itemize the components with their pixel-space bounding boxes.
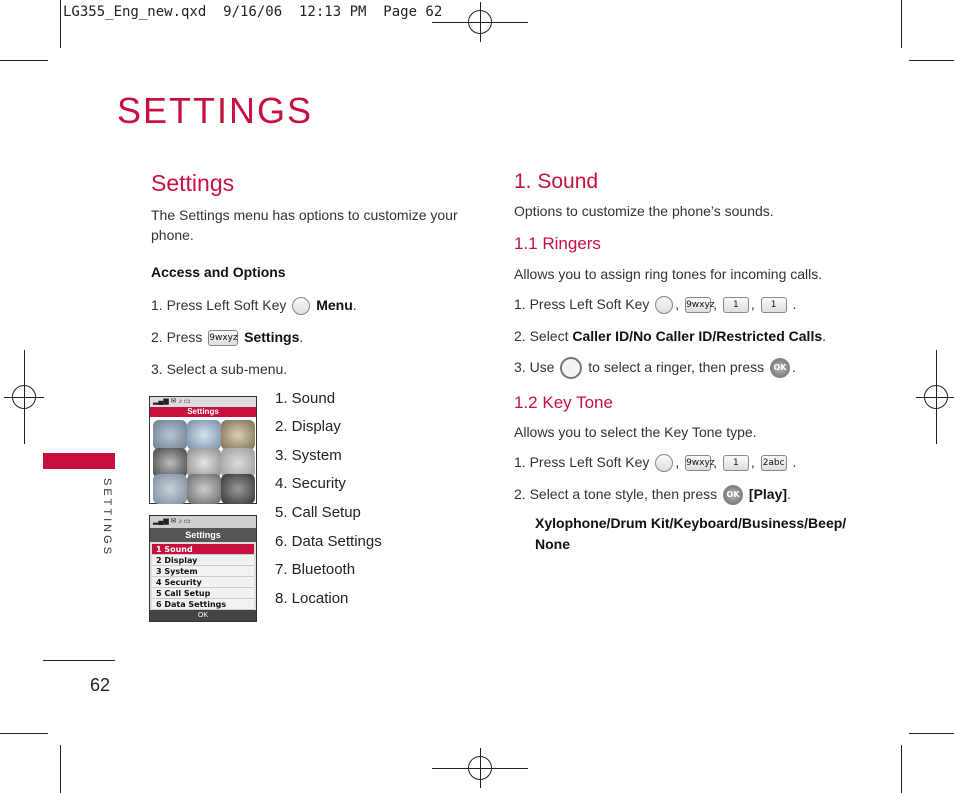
ok-key-icon: OK — [723, 485, 743, 505]
step-text: 2. Press — [151, 329, 203, 345]
submenu-bluetooth: 7. Bluetooth — [275, 561, 356, 578]
menu-row-sound[interactable]: 1 Sound — [152, 544, 254, 555]
key-1-icon: 1 — [761, 297, 787, 313]
display-menu-icon — [187, 420, 221, 450]
key-tone-options-line-1: Xylophone/Drum Kit/Keyboard/Business/Beep/ — [535, 515, 847, 531]
side-tab-bar — [43, 453, 115, 469]
key-9-icon: 9wxyz — [685, 455, 711, 471]
crop-mark — [24, 350, 25, 444]
crop-mark — [901, 0, 902, 48]
submenu-sound: 1. Sound — [275, 390, 336, 407]
settings-list-screenshot — [149, 515, 257, 622]
section-heading-sound: 1. Sound — [514, 170, 599, 193]
play-label: [Play] — [748, 486, 788, 502]
crop-mark — [432, 768, 528, 769]
key-2-icon: 2abc — [761, 455, 787, 471]
gear-icon — [221, 474, 255, 504]
menu-list — [152, 544, 254, 610]
status-bar: ▂▄▆ ✉ ♪ ▭ — [150, 397, 256, 407]
step-text: 1. Press Left Soft Key — [514, 454, 650, 470]
crop-mark — [909, 733, 954, 734]
ringers-step-1: 1. Press Left Soft Key , 9wxyz, 1 , 1 . — [514, 294, 796, 314]
crop-mark — [60, 745, 61, 793]
menu-row-security[interactable]: 4 Security — [152, 577, 254, 588]
menu-row-system[interactable]: 3 System — [152, 566, 254, 577]
submenu-security: 4. Security — [275, 475, 346, 492]
sound-menu-icon — [153, 420, 187, 450]
submenu-location: 8. Location — [275, 590, 349, 607]
bluetooth-menu-icon — [153, 474, 187, 504]
left-soft-key-icon — [292, 297, 310, 315]
screen-title: Settings — [150, 407, 256, 417]
access-heading: Access and Options — [151, 264, 286, 280]
crop-mark — [60, 0, 61, 48]
crop-mark — [909, 60, 954, 61]
key-9-icon: 9wxyz — [208, 330, 238, 346]
ok-key-icon: OK — [770, 358, 790, 378]
step-suffix: . — [299, 329, 304, 345]
screen-title: Settings — [150, 528, 256, 542]
menu-row-data-settings[interactable]: 6 Data Settings — [152, 599, 254, 610]
step-text: to select a ringer, then press — [588, 359, 765, 375]
file-header: LG355_Eng_new.qxd 9/16/06 12:13 PM Page 62 — [63, 4, 443, 20]
ringers-desc: Allows you to assign ring tones for incoming calls. — [514, 266, 823, 282]
registration-mark — [916, 377, 954, 417]
submenu-data-settings: 6. Data Settings — [275, 533, 382, 550]
system-menu-icon — [221, 420, 255, 450]
crop-mark — [0, 60, 48, 61]
status-bar: ▂▄▆ ✉ ♪ ▭ — [150, 516, 256, 528]
page-number: 62 — [90, 675, 111, 695]
step-text: 3. Use — [514, 359, 555, 375]
key-tone-desc: Allows you to select the Key Tone type. — [514, 424, 757, 440]
side-tab-label: SETTINGS — [101, 478, 113, 558]
left-soft-key-icon — [655, 296, 673, 314]
key-tone-step-2 — [514, 484, 791, 505]
menu-row-display[interactable]: 2 Display — [152, 555, 254, 566]
subheading-ringers: 1.1 Ringers — [514, 234, 601, 253]
key-tone-options-line-2: None — [535, 536, 570, 552]
step-suffix: . — [822, 328, 827, 344]
left-step-3: 3. Select a sub-menu. — [151, 361, 288, 377]
section-heading-settings: Settings — [151, 170, 235, 196]
key-1-icon: 1 — [723, 297, 749, 313]
ringers-step-2 — [514, 326, 826, 346]
step-suffix: . — [792, 359, 796, 375]
settings-intro: The Settings menu has options to customize your phone. — [151, 207, 458, 243]
crop-mark — [936, 350, 937, 444]
sound-intro: Options to customize the phone’s sounds. — [514, 203, 774, 219]
softkey-ok[interactable]: OK — [150, 610, 256, 621]
left-soft-key-icon — [655, 454, 673, 472]
crop-mark — [432, 22, 528, 23]
menu-label: Menu — [316, 297, 353, 313]
menu-row-call-setup[interactable]: 5 Call Setup — [152, 588, 254, 599]
key-tone-step-1: 1. Press Left Soft Key , 9wxyz, 1 , 2abc . — [514, 452, 796, 472]
key-1-icon: 1 — [723, 455, 749, 471]
step-suffix: . — [352, 297, 357, 313]
step-text: 1. Press Left Soft Key — [151, 297, 287, 313]
navigation-key-icon — [560, 357, 582, 379]
key-9-icon: 9wxyz — [685, 297, 711, 313]
left-step-2 — [151, 327, 303, 347]
settings-label: Settings — [244, 329, 300, 345]
page-number-rule — [43, 660, 115, 661]
crop-mark — [901, 745, 902, 793]
step-text: 1. Press Left Soft Key — [514, 296, 650, 312]
submenu-system: 3. System — [275, 447, 342, 464]
submenu-call-setup: 5. Call Setup — [275, 504, 361, 521]
caller-options-label: Caller ID/No Caller ID/Restricted Calls — [572, 328, 823, 344]
page-title: SETTINGS — [117, 90, 314, 131]
ringers-step-3 — [514, 357, 796, 379]
submenu-display: 2. Display — [275, 418, 341, 435]
settings-grid-screenshot — [149, 396, 257, 504]
step-suffix: . — [787, 486, 791, 502]
left-step-1 — [151, 295, 357, 315]
step-text: 2. Select a tone style, then press — [514, 486, 718, 502]
crop-mark — [0, 733, 48, 734]
location-menu-icon — [187, 474, 221, 504]
step-text: 2. Select — [514, 328, 569, 344]
subheading-key-tone: 1.2 Key Tone — [514, 393, 613, 412]
